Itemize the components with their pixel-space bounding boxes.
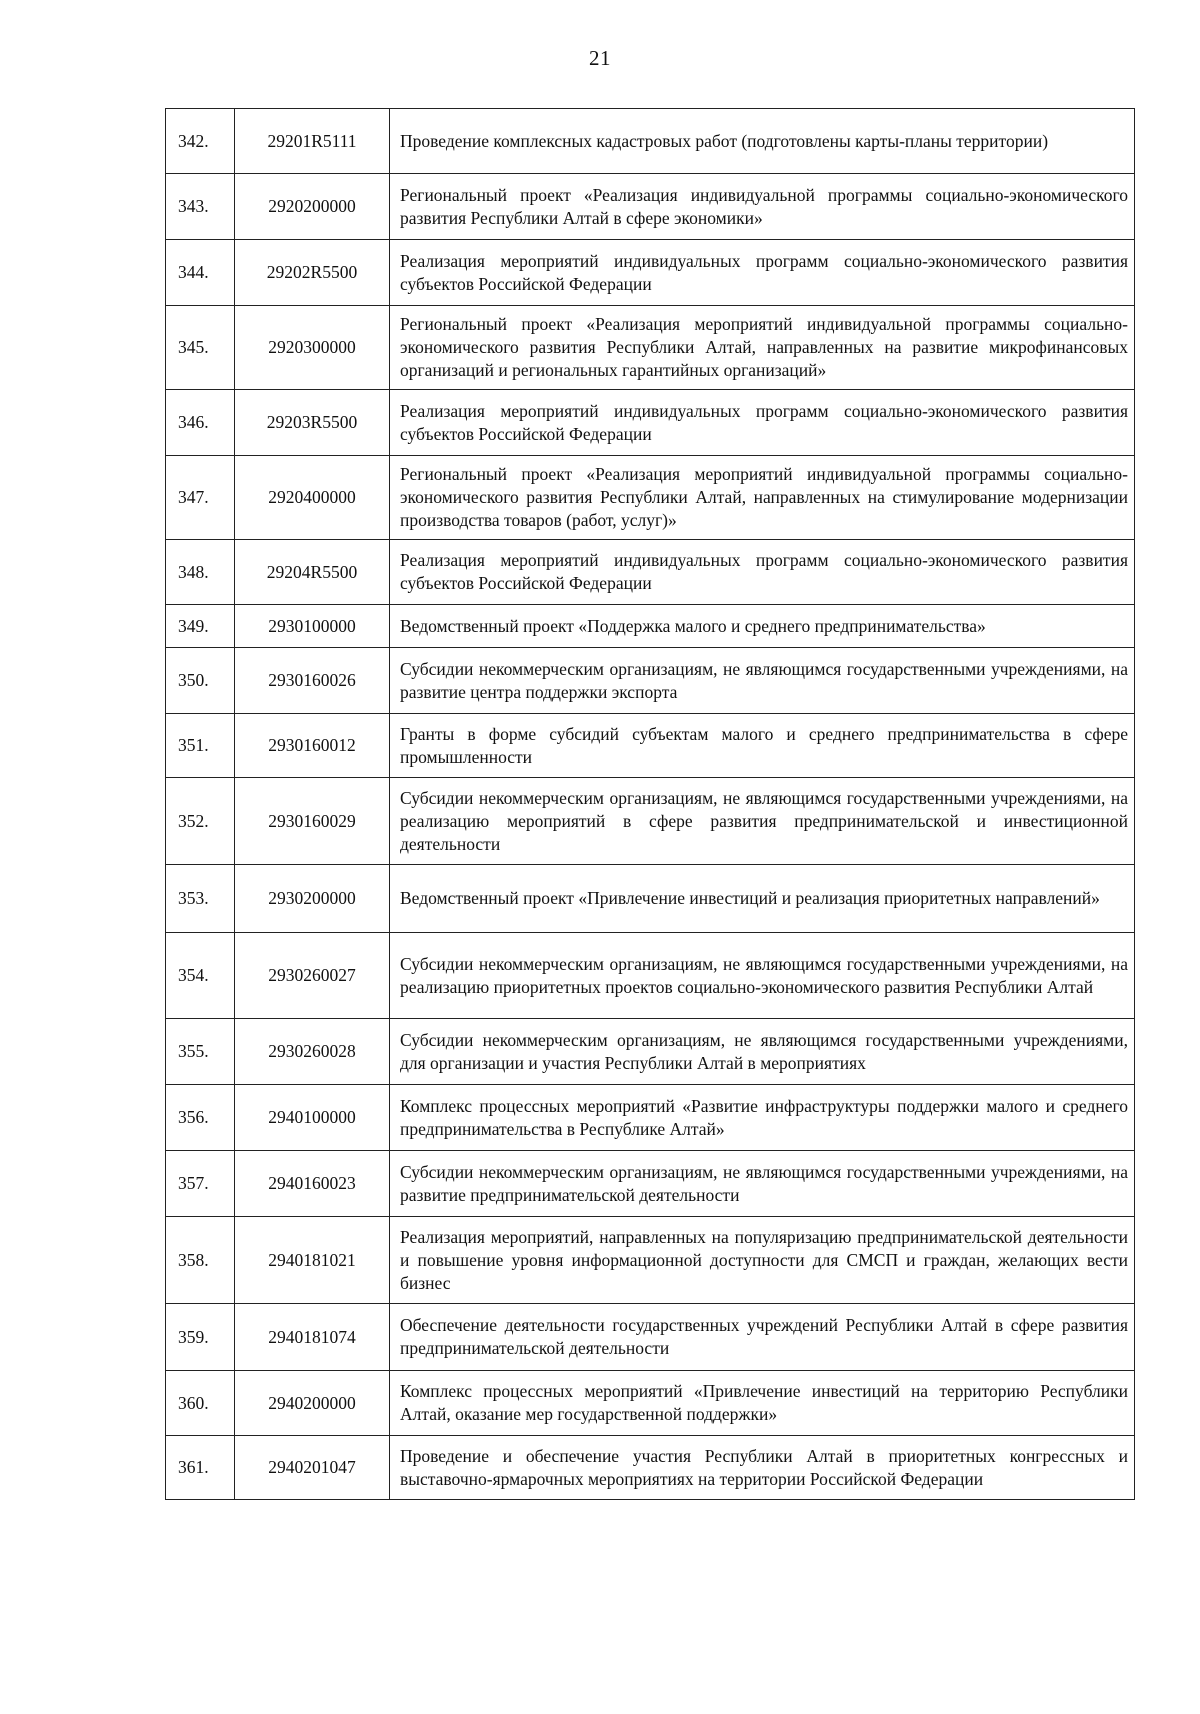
row-description: Комплекс процессных мероприятий «Развитие инфраструктуры поддержки малого и среднего предпринимательства в Республике Алтай» <box>390 1085 1135 1151</box>
row-number: 353. <box>166 865 235 933</box>
table-row <box>166 456 1135 540</box>
row-number: 352. <box>166 778 235 865</box>
row-description: Реализация мероприятий индивидуальных программ социально-экономического развития субъектов Российской Федерации <box>390 240 1135 306</box>
table-row <box>166 109 1135 174</box>
row-number: 348. <box>166 540 235 605</box>
row-number: 349. <box>166 605 235 648</box>
row-number: 344. <box>166 240 235 306</box>
row-number: 350. <box>166 648 235 714</box>
row-code: 2930200000 <box>235 865 390 933</box>
row-description: Гранты в форме субсидий субъектам малого и среднего предпринимательства в сфере промышленности <box>390 714 1135 778</box>
row-code: 29204R5500 <box>235 540 390 605</box>
table-row <box>166 390 1135 456</box>
table-row <box>166 1019 1135 1085</box>
row-number: 358. <box>166 1217 235 1304</box>
table-row <box>166 648 1135 714</box>
table-row <box>166 1371 1135 1436</box>
table-row <box>166 1085 1135 1151</box>
table-row <box>166 306 1135 390</box>
page-number: 21 <box>589 46 611 70</box>
row-number: 361. <box>166 1436 235 1500</box>
budget-codes-table <box>165 108 1135 1500</box>
row-code: 2930260027 <box>235 933 390 1019</box>
table-row <box>166 865 1135 933</box>
row-description: Ведомственный проект «Привлечение инвестиций и реализация приоритетных направлений» <box>390 865 1135 933</box>
table-row <box>166 1304 1135 1371</box>
row-number: 354. <box>166 933 235 1019</box>
row-description: Субсидии некоммерческим организациям, не являющимся государственными учреждениями, на реализацию приоритетных проектов социально-экономического развития Республики Алтай <box>390 933 1135 1019</box>
row-code: 2930100000 <box>235 605 390 648</box>
row-description: Субсидии некоммерческим организациям, не являющимся государственными учреждениями, на развитие предпринимательской деятельности <box>390 1151 1135 1217</box>
row-code: 29203R5500 <box>235 390 390 456</box>
row-description: Субсидии некоммерческим организациям, не являющимся государственными учреждениями, на реализацию мероприятий в сфере развития предпринимательской и инвестиционной деятельности <box>390 778 1135 865</box>
row-number: 359. <box>166 1304 235 1371</box>
table-row <box>166 540 1135 605</box>
row-number: 343. <box>166 174 235 240</box>
row-number: 357. <box>166 1151 235 1217</box>
row-description: Ведомственный проект «Поддержка малого и среднего предпринимательства» <box>390 605 1135 648</box>
row-description: Обеспечение деятельности государственных учреждений Республики Алтай в сфере развития предпринимательской деятельности <box>390 1304 1135 1371</box>
table-row <box>166 714 1135 778</box>
row-number: 356. <box>166 1085 235 1151</box>
row-code: 2930260028 <box>235 1019 390 1085</box>
row-code: 2920300000 <box>235 306 390 390</box>
row-code: 2940201047 <box>235 1436 390 1500</box>
row-code: 2920200000 <box>235 174 390 240</box>
row-code: 2930160012 <box>235 714 390 778</box>
row-description: Субсидии некоммерческим организациям, не являющимся государственными учреждениями, на развитие центра поддержки экспорта <box>390 648 1135 714</box>
row-number: 345. <box>166 306 235 390</box>
table-row <box>166 174 1135 240</box>
table-body <box>166 109 1135 1500</box>
row-number: 360. <box>166 1371 235 1436</box>
row-description: Комплекс процессных мероприятий «Привлечение инвестиций на территорию Республики Алтай, оказание мер государственной поддержки» <box>390 1371 1135 1436</box>
row-description: Проведение комплексных кадастровых работ (подготовлены карты-планы территории) <box>390 109 1135 174</box>
row-number: 351. <box>166 714 235 778</box>
row-code: 2930160026 <box>235 648 390 714</box>
row-code: 2940200000 <box>235 1371 390 1436</box>
row-number: 347. <box>166 456 235 540</box>
row-code: 2930160029 <box>235 778 390 865</box>
row-code: 29201R5111 <box>235 109 390 174</box>
table-row <box>166 1217 1135 1304</box>
row-description: Проведение и обеспечение участия Республики Алтай в приоритетных конгрессных и выставочно-ярмарочных мероприятиях на территории Российской Федерации <box>390 1436 1135 1500</box>
table-row <box>166 240 1135 306</box>
row-number: 342. <box>166 109 235 174</box>
table-row <box>166 1436 1135 1500</box>
row-description: Реализация мероприятий индивидуальных программ социально-экономического развития субъектов Российской Федерации <box>390 540 1135 605</box>
table-row <box>166 605 1135 648</box>
row-code: 2940181021 <box>235 1217 390 1304</box>
table-row <box>166 778 1135 865</box>
row-code: 2920400000 <box>235 456 390 540</box>
row-description: Реализация мероприятий, направленных на популяризацию предпринимательской деятельности и повышение уровня информационной доступности для СМСП и граждан, желающих вести бизнес <box>390 1217 1135 1304</box>
row-code: 2940160023 <box>235 1151 390 1217</box>
table-row <box>166 933 1135 1019</box>
row-number: 346. <box>166 390 235 456</box>
row-code: 29202R5500 <box>235 240 390 306</box>
row-code: 2940100000 <box>235 1085 390 1151</box>
row-description: Региональный проект «Реализация индивидуальной программы социально-экономического развития Республики Алтай в сфере экономики» <box>390 174 1135 240</box>
row-description: Региональный проект «Реализация мероприятий индивидуальной программы социально-экономического развития Республики Алтай, направленных на развитие микрофинансовых организаций и региональных гарантийных организаций» <box>390 306 1135 390</box>
table-row <box>166 1151 1135 1217</box>
row-description: Субсидии некоммерческим организациям, не являющимся государственными учреждениями, для организации и участия Республики Алтай в мероприятиях <box>390 1019 1135 1085</box>
row-description: Региональный проект «Реализация мероприятий индивидуальной программы социально-экономического развития Республики Алтай, направленных на стимулирование модернизации производства товаров (работ, услуг)» <box>390 456 1135 540</box>
row-number: 355. <box>166 1019 235 1085</box>
row-code: 2940181074 <box>235 1304 390 1371</box>
row-description: Реализация мероприятий индивидуальных программ социально-экономического развития субъектов Российской Федерации <box>390 390 1135 456</box>
